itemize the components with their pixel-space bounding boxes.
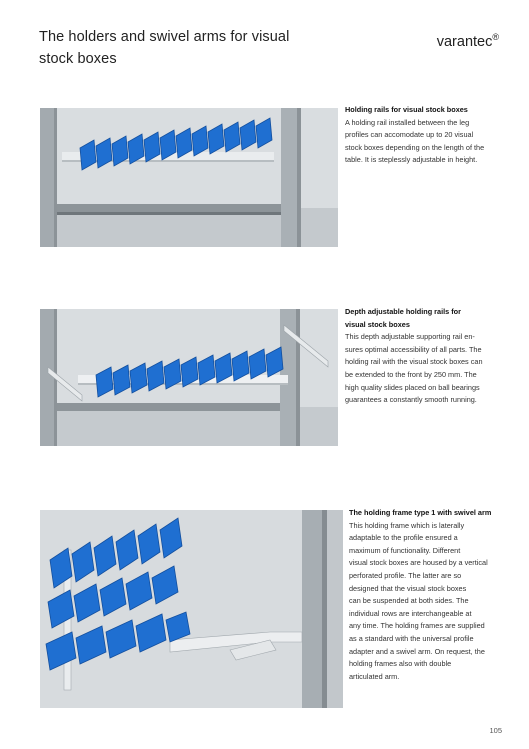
- section-body-line: A holding rail installed between the leg: [345, 117, 470, 127]
- photo-holding-rail: [40, 108, 338, 247]
- registered-mark: ®: [492, 32, 499, 42]
- section-body-line: stock boxes depending on the length of the: [345, 142, 485, 152]
- section-body-line: adaptable to the profile ensured a: [349, 533, 458, 543]
- photo-holding-frame-swivel-arm: [40, 510, 343, 708]
- section-body-line: holding frames also with double: [349, 659, 452, 669]
- section-body-line: as a standard with the universal profile: [349, 633, 474, 643]
- section-body-line: This depth adjustable supporting rail en-: [345, 332, 475, 342]
- page-title-line-1: The holders and swivel arms for visual: [39, 29, 290, 45]
- section-body-line: This holding frame which is laterally: [349, 520, 465, 530]
- brand-name: varantec: [436, 33, 493, 50]
- section-body-line: be extended to the front by 250 mm. The: [345, 369, 477, 379]
- page-title-line-2: stock boxes: [39, 51, 117, 67]
- section-body-line: table. It is steplessly adjustable in height.: [345, 155, 478, 165]
- page-number: 105: [489, 726, 502, 735]
- section-heading-line: visual stock boxes: [345, 319, 410, 329]
- section-body-line: visual stock boxes are housed by a vertical: [349, 558, 488, 568]
- section-heading: Holding rails for visual stock boxes: [345, 105, 468, 114]
- photo-depth-adjustable-rail: [40, 309, 338, 446]
- section-body-line: maximum of functionality. Different: [349, 545, 461, 555]
- section-body-line: sures optimal accessibility of all parts. The: [345, 344, 482, 354]
- depth-adjustable-rail-illustration: [40, 309, 338, 446]
- section-body-line: individual rows are interchangeable at: [349, 608, 472, 618]
- section-body-line: adapter and a swivel arm. On request, the: [349, 646, 485, 656]
- section-body-line: holding rail with the visual stock boxes can: [345, 357, 483, 367]
- section-body-line: guarantees a constantly smooth running.: [345, 395, 477, 405]
- section-heading-line: Depth adjustable holding rails for: [345, 307, 461, 316]
- holding-rail-illustration: [40, 108, 338, 247]
- section-holding-frame: [349, 507, 509, 683]
- section-body-line: can be suspended at both sides. The: [349, 596, 469, 606]
- section-holding-rails: [345, 104, 505, 167]
- section-heading: The holding frame type 1 with swivel arm: [349, 508, 492, 517]
- section-body-line: high quality slides placed on ball bearings: [345, 382, 480, 392]
- section-depth-adjustable-rails: [345, 306, 510, 407]
- brand-logo: [437, 26, 499, 53]
- section-body-line: any time. The holding frames are supplied: [349, 621, 485, 631]
- holding-frame-illustration: [40, 510, 343, 708]
- section-body-line: perforated profile. The latter are so: [349, 570, 462, 580]
- section-body-line: articulated arm.: [349, 671, 400, 681]
- section-body-line: designed that the visual stock boxes: [349, 583, 467, 593]
- page-title: [39, 26, 339, 70]
- section-body-line: profiles can accomodate up to 20 visual: [345, 130, 474, 140]
